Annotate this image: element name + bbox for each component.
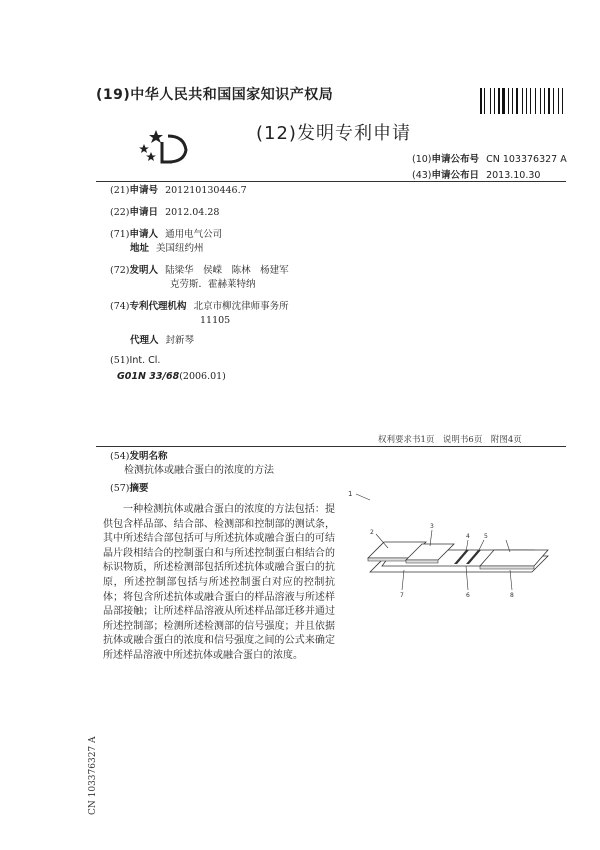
- barcode-bar: [502, 88, 504, 114]
- publication-number-row: [412, 151, 567, 165]
- barcode-bar: [535, 88, 536, 114]
- barcode-bar: [486, 88, 488, 114]
- barcode-bar: [508, 88, 509, 114]
- figure-label-1: 1: [348, 490, 353, 498]
- header-divider: [96, 181, 566, 182]
- figure-label-4: 4: [466, 533, 470, 540]
- barcode-bar: [526, 88, 528, 114]
- publication-date-row: [412, 167, 540, 181]
- barcode-bar: [492, 88, 494, 114]
- barcode-bar: [498, 88, 500, 114]
- figure-label-2: 2: [370, 529, 374, 536]
- figure-label-7: 7: [400, 592, 404, 599]
- publication-type-title: (12)发明专利申请: [256, 123, 411, 144]
- application-number: (21)申请号 201210130446.7: [110, 185, 247, 196]
- barcode-bar: [519, 88, 521, 114]
- barcode-bar: [512, 88, 513, 114]
- barcode-bar: [516, 88, 518, 114]
- barcode-bar: [554, 88, 556, 114]
- int-cl: (51)Int. Cl.: [110, 355, 161, 366]
- pub-value: CN 103376327 A: [486, 154, 567, 165]
- barcode-bar: [544, 88, 546, 114]
- barcode-bar: [506, 88, 507, 114]
- barcode-bar: [522, 88, 523, 114]
- patent-agency: (74)专利代理机构 北京市柳沈律师事务所: [110, 301, 289, 312]
- barcode-bar: [501, 88, 502, 114]
- barcode-bar: [546, 88, 547, 114]
- barcode-bar: [542, 88, 543, 114]
- pub-date-value: 2013.10.30: [486, 170, 541, 181]
- pages-divider: [96, 446, 566, 447]
- figure-label-5: 5: [484, 533, 488, 540]
- pub-label: 申请公布号: [431, 154, 480, 165]
- barcode-bar: [532, 88, 534, 114]
- barcode-bar: [536, 88, 538, 114]
- address: 地址 美国纽约州: [130, 243, 204, 254]
- barcode-bar: [548, 88, 550, 114]
- barcode-bar: [510, 88, 512, 114]
- cnipa-logo-icon: [138, 126, 194, 166]
- page-count: 权利要求书1页 说明书6页 附图4页: [378, 435, 522, 445]
- agent: 代理人 封新琴: [130, 335, 195, 346]
- pub-date-code: (43): [412, 170, 432, 181]
- test-strip-figure: [342, 486, 557, 611]
- applicant: (71)申请人 通用电气公司: [110, 229, 223, 240]
- barcode-bar: [514, 88, 515, 114]
- barcode-bar: [530, 88, 531, 114]
- pub-code: (10): [412, 154, 432, 165]
- barcode-bar: [484, 88, 485, 114]
- application-date: (22)申请日 2012.04.28: [110, 207, 220, 218]
- figure-label-8: 8: [510, 592, 514, 599]
- invention-title: 检测抗体或融合蛋白的浓度的方法: [124, 465, 274, 476]
- barcode-bar: [496, 88, 497, 114]
- barcode-bar: [564, 88, 565, 114]
- barcode: [480, 88, 566, 114]
- inventors: (72)发明人 陆梁华 侯嵘 陈林 杨建军: [110, 265, 289, 276]
- barcode-bar: [483, 88, 484, 114]
- barcode-bar: [480, 88, 482, 114]
- figure-label-3: 3: [430, 523, 434, 530]
- barcode-bar: [558, 88, 559, 114]
- barcode-bar: [553, 88, 554, 114]
- barcode-bar: [524, 88, 525, 114]
- barcode-bar: [560, 88, 562, 114]
- abstract-heading: (57)摘要: [110, 483, 149, 494]
- invention-title-heading: (54)发明名称: [110, 451, 168, 462]
- abstract-text: 一种检测抗体或融合蛋白的浓度的方法包括：提供包含样品部、结合部、检测部和控制部的测试条，其中所述结合部包括可与所述抗体或融合蛋白的可结晶片段相结合的控制蛋白和与所述控制蛋白相结合的标识物质，所述检测部包括所述抗体或融合蛋白的抗原，所述控制部包括与所述控制蛋白对应的控制抗体；将包含所述抗体或融合蛋白的样品溶液与所述样品部接触；让所述样品溶液从所述样品部迁移并通过所述控制部；检测所述检测部的信号强度；并且依据抗体或融合蛋白的浓度和信号强度之间的公式来确定所述样品溶液中所述抗体或融合蛋白的浓度。: [103, 504, 335, 661]
- issuing-office: (19)中华人民共和国国家知识产权局: [96, 87, 334, 103]
- barcode-bar: [528, 88, 529, 114]
- pub-date-label: 申请公布日: [431, 170, 480, 181]
- side-publication-number: CN 103376327 A: [88, 736, 98, 815]
- barcode-bar: [551, 88, 552, 114]
- barcode-bar: [562, 88, 563, 114]
- barcode-bar: [494, 88, 495, 114]
- barcode-bar: [490, 88, 491, 114]
- agency-code: 11105: [200, 315, 231, 326]
- inventors-line2: 克劳斯．霍赫莱特纳: [170, 279, 256, 290]
- figure-label-6: 6: [466, 592, 470, 599]
- ipc-classification: G01N 33/68(2006.01): [117, 371, 226, 382]
- barcode-bar: [540, 88, 541, 114]
